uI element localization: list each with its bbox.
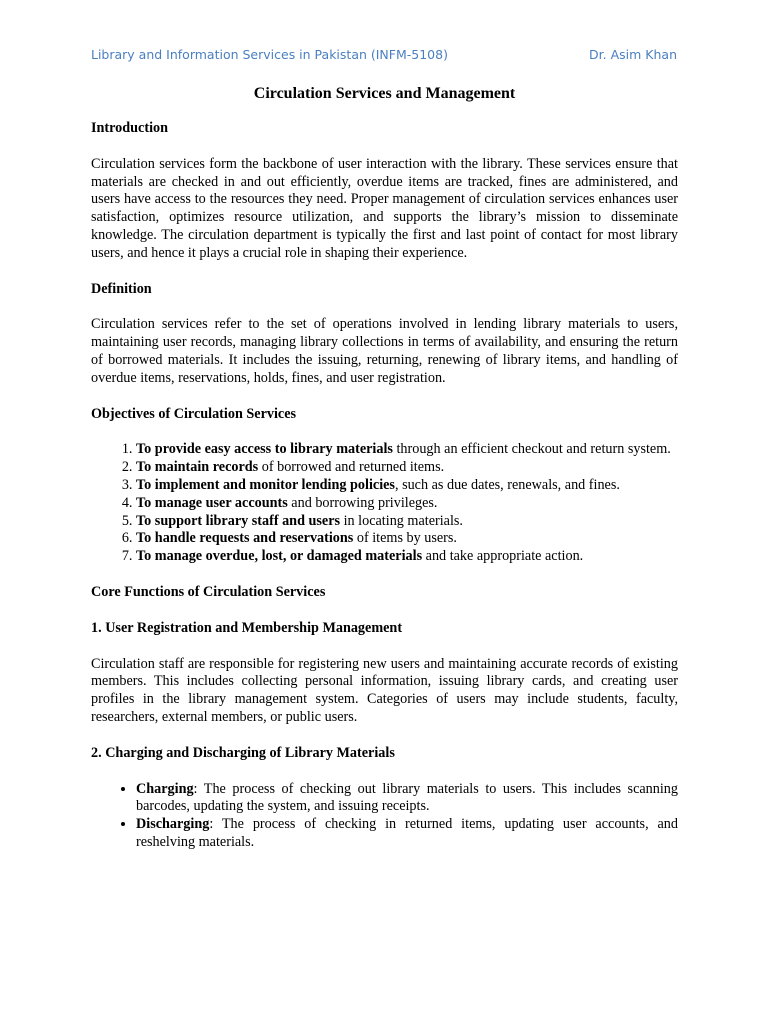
document-title: Circulation Services and Management xyxy=(253,85,516,102)
objectives-list xyxy=(91,441,678,566)
header-course: Library and Information Services in Pakistan (INFM-5108) xyxy=(91,47,448,62)
definition-heading: Definition xyxy=(91,280,152,297)
document-body xyxy=(91,84,678,852)
definition-text: Circulation services refer to the set of operations involved in lending library materials to users, maintaining user records, managing library collections in terms of availability, and ensuring the return of borrowed materials. It includes the issuing, returning, renewing of library items, and handling of overdue items, reservations, holds, fines, and user registration. xyxy=(91,316,678,386)
item-bold: To manage overdue, lost, or damaged materials xyxy=(136,548,423,565)
item-bold: To manage user accounts xyxy=(136,494,288,511)
item-rest: : The process of checking in returned items, updating user accounts, and reshelving materials. xyxy=(136,816,678,850)
list-item xyxy=(136,781,678,817)
item-bold: Charging xyxy=(136,780,194,797)
item-bold: To maintain records xyxy=(136,459,259,476)
introduction-heading: Introduction xyxy=(91,120,168,136)
header-author: Dr. Asim Khan xyxy=(589,47,677,62)
item-rest: of items by users. xyxy=(353,530,457,547)
item-bold: To provide easy access to library materials xyxy=(136,441,393,458)
item-bold: To implement and monitor lending policies xyxy=(136,476,395,493)
list-item xyxy=(136,816,678,852)
section1-text: Circulation staff are responsible for registering new users and maintaining accurate records of existing members. This includes collecting personal information, issuing library cards, and creating user profiles in the library management system. Categories of users may include students, faculty, researchers, external members, or public users. xyxy=(91,655,678,725)
item-bold: To support library staff and users xyxy=(136,512,341,529)
section2-heading: 2. Charging and Discharging of Library Materials xyxy=(91,744,395,761)
item-rest: : The process of checking out library materials to users. This includes scanning barcodes, updating the system, and issuing receipts. xyxy=(136,780,678,815)
list-item xyxy=(136,530,678,548)
list-item xyxy=(136,495,678,513)
item-rest: in locating materials. xyxy=(340,512,463,529)
list-item xyxy=(136,477,678,495)
item-rest: and borrowing privileges. xyxy=(287,494,438,511)
section2-list xyxy=(91,781,678,852)
page-header xyxy=(91,47,677,62)
introduction-text: Circulation services form the backbone of user interaction with the library. These services ensure that materials are checked in and out efficiently, overdue items are tracked, fines are administered, and users have access to the resources they need. Proper management of circulation services enhances user satisfaction, optimizes resource utilization, and supports the library’s mission to disseminate knowledge. The circulation department is typically the first and last point of contact for most library users, and hence it plays a crucial role in shaping their experience. xyxy=(91,155,678,261)
item-bold: Discharging xyxy=(136,816,210,833)
item-rest: of borrowed and returned items. xyxy=(258,459,445,476)
item-rest: , such as due dates, renewals, and fines. xyxy=(394,476,620,493)
item-rest: through an efficient checkout and return system. xyxy=(392,441,671,458)
objectives-heading: Objectives of Circulation Services xyxy=(91,405,297,422)
item-rest: and take appropriate action. xyxy=(422,548,584,565)
item-bold: To handle requests and reservations xyxy=(136,530,354,547)
core-functions-heading: Core Functions of Circulation Services xyxy=(91,583,326,600)
list-item xyxy=(136,459,678,477)
list-item xyxy=(136,548,678,566)
list-item xyxy=(136,513,678,531)
list-item xyxy=(136,441,678,459)
section1-heading: 1. User Registration and Membership Management xyxy=(91,619,403,636)
